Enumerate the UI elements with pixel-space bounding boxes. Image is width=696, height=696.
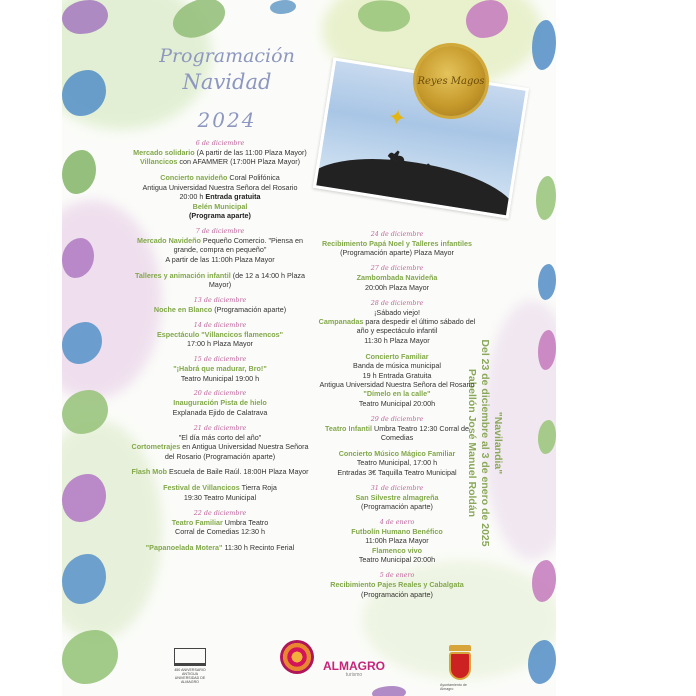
event-bold: (Programa aparte) [189,210,251,220]
event-line [130,467,310,476]
event-text: 20:00h Plaza Mayor [365,282,429,292]
event-line [130,408,310,417]
event-line [318,502,476,511]
event-text: Antigua Universidad Nuestra Señora del Rosario [319,379,475,389]
event-date: 22 de diciembre [193,508,247,517]
almagro-brand-logo [320,660,388,678]
event-block [130,296,310,314]
event-line [318,308,476,317]
event-line [318,380,476,389]
event-block [130,227,310,264]
event-line [130,543,310,552]
event-text: (Programación aparte) Plaza Mayor [340,248,454,258]
event-block [318,230,476,258]
event-block [318,415,476,443]
decor-leaf [270,0,296,14]
event-highlight: Teatro Familiar [171,517,223,527]
event-text: Teatro Municipal 20:00h [358,555,436,565]
event-line [318,449,476,458]
event-line [318,493,476,502]
seal-text: Reyes Magos [417,75,485,87]
star-icon: ✦ [386,103,409,132]
event-text: "El día más corto del año" [178,432,262,442]
event-text: A partir de las 11:00h Plaza Mayor [165,254,275,264]
event-block [318,484,476,512]
event-line [318,458,476,467]
event-text: (Programación aparte) [212,304,287,314]
event-line [318,468,476,477]
decor-leaf [538,264,556,300]
building-icon [174,648,206,666]
event-highlight: Mercado Navideño [137,235,201,245]
council-name: Ayuntamiento de Almagro [440,683,467,691]
event-block [130,355,310,383]
event-text: Entradas 3€ Taquilla Teatro Municipal [337,467,457,477]
event-highlight: Talleres y animación infantil [134,270,231,280]
event-block [130,139,310,167]
title-year: 2024 [197,108,257,132]
event-line [318,352,476,361]
event-text: Teatro Municipal, 17:00 h [356,458,438,468]
banner-line-3: Pabellón José Manuel Roldán [466,368,478,518]
event-text: (Programación aparte) [361,589,433,599]
event-highlight: Zambombada Navideña [356,273,438,283]
events-column-left [130,139,310,559]
event-line [130,271,310,290]
event-highlight: "Dímelo en la calle" [363,389,431,399]
event-text: Umbra Teatro 12:30 Corral de Comedias [372,423,469,443]
event-line [130,374,310,383]
event-highlight: Recibimiento Pajes Reales y Cabalgata [330,580,464,590]
event-line [130,483,310,492]
event-block [318,352,476,408]
event-date: 28 de diciembre [370,298,424,307]
event-line [130,148,310,157]
event-bold: Entrada gratuita [205,192,261,202]
crown-icon [449,645,471,651]
event-highlight: Campanadas [318,317,364,327]
event-line [318,399,476,408]
event-line [318,527,476,536]
brand-sub: turismo [345,672,363,678]
event-line [130,173,310,182]
event-text: 19:30 Teatro Municipal [183,492,257,502]
event-line [130,330,310,339]
event-line [130,339,310,348]
event-line [130,493,310,502]
event-text: Teatro Municipal 19:00 h [180,373,260,383]
banner-line-2: Del 23 de diciembre al 3 de enero de 2025 [479,339,491,547]
event-text: Teatro Municipal 20:00h [358,398,436,408]
event-text: Escuela de Baile Raúl. 18:00H Plaza Mayor [167,467,309,477]
event-block [130,173,310,220]
event-block [318,571,476,599]
event-block [318,299,476,346]
event-line [130,442,310,461]
decor-leaf [528,640,556,684]
event-highlight: Espectáculo "Villancicos flamencos" [156,329,284,339]
event-highlight: "Papanoelada Motera" [145,542,223,552]
event-highlight: Futbolín Humano Benéfico [351,527,443,537]
event-highlight: Belén Municipal [192,201,248,211]
event-text: 17:00 h Plaza Mayor [187,339,253,349]
event-block [130,509,310,537]
event-date: 31 de diciembre [370,483,424,492]
title-line-1: Programación [159,45,295,67]
event-text: Coral Polifónica [227,173,280,183]
event-highlight: Flamenco vivo [372,545,422,555]
event-line [130,364,310,373]
flower-logo-icon [280,640,314,674]
camel-icon [446,168,471,189]
event-block [130,483,310,502]
event-line [318,590,476,599]
event-highlight: Villancicos [139,157,178,167]
event-date: 20 de diciembre [193,389,247,398]
event-highlight: Festival de Villancicos [163,483,240,493]
event-line [130,398,310,407]
event-text: (de 12 a 14:00 h Plaza Mayor) [208,270,306,289]
event-block [318,518,476,565]
event-date: 6 de diciembre [195,139,245,147]
event-text: Corral de Comedias 12:30 h [175,527,265,537]
event-text: (Programación aparte) [361,502,433,512]
event-line [318,424,476,443]
event-line [130,202,310,211]
event-highlight: Teatro Infantil [325,423,373,433]
event-line [130,255,310,264]
event-highlight: Concierto Familiar [365,351,429,361]
event-line [130,157,310,166]
event-text: para despedir el último sábado del año y espectáculo infantil [356,317,476,336]
event-line [318,361,476,370]
event-date: 15 de diciembre [193,355,247,364]
event-line [318,371,476,380]
event-block [130,389,310,417]
event-text: ¡Sábado viejo! [374,307,420,317]
event-date: 21 de diciembre [193,423,247,432]
coat-of-arms-icon [449,652,471,680]
event-highlight: Mercado solidario [133,148,195,157]
banner-line-1: "Navilandia" [492,411,504,475]
decor-leaf [62,630,118,684]
event-text: Antigua Universidad Nuestra Señora del Rosario [142,182,298,192]
decor-leaf [62,150,96,194]
event-text: 11:30 h Recinto Ferial [222,542,295,552]
event-text: (A partir de las 11:00 Plaza Mayor) [194,148,307,157]
event-highlight: "¡Habrá que madurar, Bro!" [173,364,267,374]
brand-name: ALMAGRO [323,659,385,673]
event-line [130,433,310,442]
event-text: Tierra Roja [239,483,277,493]
event-highlight: Concierto Músico Mágico Familiar [338,449,456,458]
event-text: 19 h Entrada Gratuita [362,370,432,380]
event-line [130,518,310,527]
camel-icon [385,146,410,167]
council-logo [440,640,480,696]
event-block [130,467,310,476]
event-line [318,239,476,248]
event-date: 14 de diciembre [193,320,247,329]
event-line [318,248,476,257]
decor-leaf [372,686,406,696]
decor-leaf [532,20,556,70]
event-line [130,305,310,314]
university-logo-text: 450 ANIVERSARIO ANTIGUA UNIVERSIDAD DE ALMAGRO [174,668,206,684]
event-block [130,321,310,349]
camel-icon [415,159,440,180]
event-text: Umbra Teatro [222,517,269,527]
event-block [130,543,310,552]
event-date: 4 de enero [379,518,415,527]
event-line [130,211,310,220]
university-logo [170,640,210,692]
event-text: 11:00h Plaza Mayor [365,536,429,546]
event-date: 13 de diciembre [193,295,247,304]
event-date: 7 de diciembre [195,226,245,235]
event-line [130,192,310,201]
event-highlight: San Silvestre almagreña [355,492,439,502]
event-highlight: Flash Mob [131,467,168,477]
event-line [318,273,476,282]
decor-leaf [536,176,556,220]
event-line [318,389,476,398]
event-text: en Antigua Universidad Nuestra Señora del Rosario (Programación aparte) [164,442,309,461]
event-line [318,283,476,292]
event-text: 20:00 h [179,192,206,202]
event-highlight: Noche en Blanco [153,304,213,314]
event-date: 27 de diciembre [370,264,424,273]
event-highlight: Cortometrajes [131,442,181,452]
event-line [318,555,476,564]
event-text: con AFAMMER (17:00H Plaza Mayor) [177,157,301,167]
event-highlight: Inauguración Pista de hielo [173,398,267,408]
event-line [130,527,310,536]
event-block [318,449,476,477]
event-line [318,546,476,555]
event-highlight: Concierto navideño [160,173,228,183]
event-line [130,236,310,255]
event-text: Pequeño Comercio. "Piensa en grande, compra en pequeño" [173,235,303,255]
event-highlight: Recibimiento Papá Noel y Talleres infantiles [321,239,473,248]
title-line-2: Navidad [182,70,272,94]
wax-seal [416,46,486,116]
event-block [318,264,476,292]
event-block [130,424,310,461]
event-block [130,271,310,290]
event-text: Banda de música municipal [353,361,441,371]
event-line [130,183,310,192]
events-column-right [318,230,476,605]
event-date: 24 de diciembre [370,230,424,238]
event-text: Explanada Ejido de Calatrava [172,407,268,417]
event-line [318,536,476,545]
event-date: 5 de enero [379,571,415,580]
event-text: 11:30 h Plaza Mayor [364,335,430,345]
event-line [318,336,476,345]
event-line [318,580,476,589]
event-line [318,317,476,336]
event-date: 29 de diciembre [370,414,424,423]
